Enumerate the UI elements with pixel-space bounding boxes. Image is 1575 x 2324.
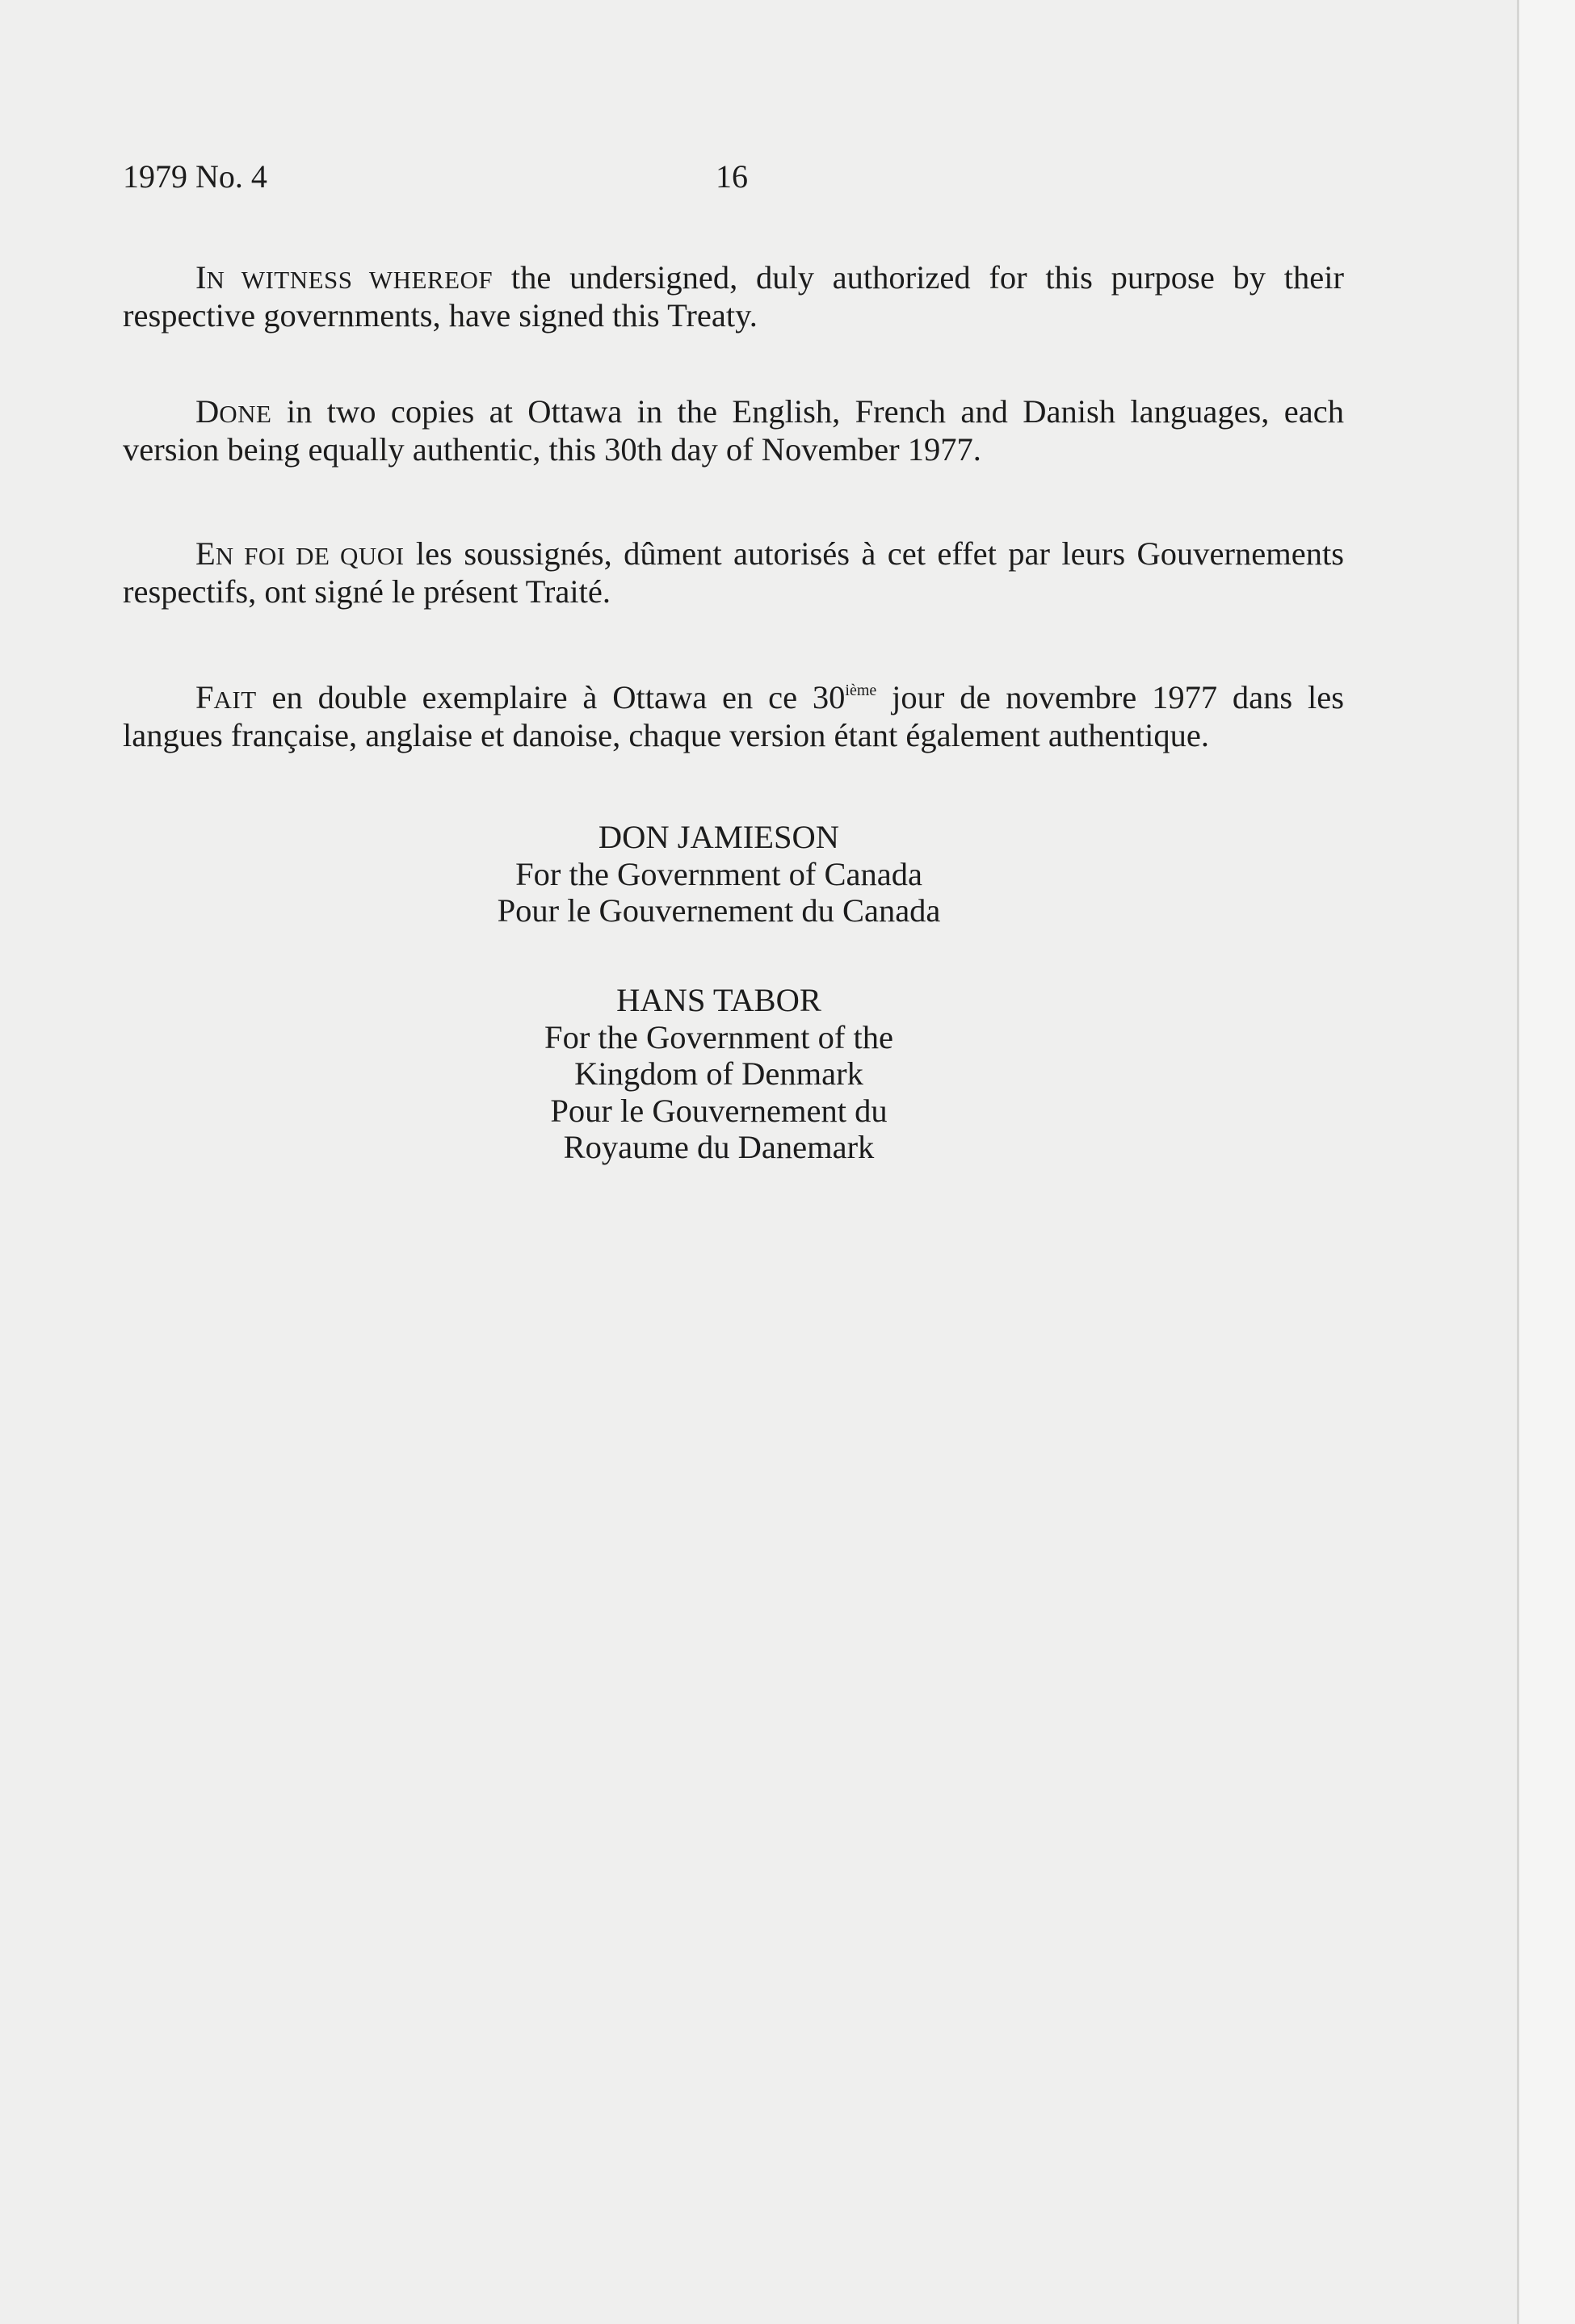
lead-small-caps: ONE <box>219 400 272 428</box>
paragraph-body <box>123 260 1344 333</box>
paragraph-text: les soussignés, dûment autorisés à cet effet par leurs Gouvernements respectifs, ont signé le présent Traité. <box>123 535 1344 610</box>
lead-small-caps: N <box>206 266 225 294</box>
lead-initial: E <box>195 535 216 572</box>
signatory-line: Pour le Gouvernement du Canada <box>497 892 941 929</box>
lead-initial: I <box>195 259 207 296</box>
ordinal-suffix: ième <box>845 682 877 699</box>
signatory-line: For the Government of the <box>544 1018 893 1055</box>
signatory-line: Pour le Gouvernement du <box>550 1092 888 1129</box>
signatory-line: Royaume du Danemark <box>563 1129 875 1165</box>
page-number: 16 <box>716 158 748 195</box>
facing-page-margin <box>1519 0 1575 2324</box>
paragraph-text: the undersigned, duly authorized for this purpose by their respective governments, have signed this Treaty. <box>123 259 1344 333</box>
signature-block-denmark <box>355 982 1082 1166</box>
lead-initial: D <box>195 393 220 430</box>
lead-small-caps: N FOI DE QUOI <box>215 542 405 570</box>
signatory-line: For the Government of Canada <box>515 855 922 892</box>
running-header: 1979 No. 4 <box>123 158 267 195</box>
paragraph-body <box>123 394 1344 468</box>
paragraph-body <box>123 536 1344 610</box>
signatory-name: HANS TABOR <box>616 982 821 1018</box>
paragraph-text: jour de novembre 1977 dans les langues française, anglaise et danoise, chaque version étant également authentique. <box>123 679 1344 753</box>
paragraph-in-witness <box>123 260 1344 333</box>
paragraph-en-foi-de-quoi <box>123 536 1344 610</box>
paragraph-done <box>123 394 1344 468</box>
lead-small-caps: AIT <box>213 686 257 714</box>
lead-initial: F <box>195 679 214 715</box>
signatory-name: DON JAMIESON <box>598 819 840 855</box>
paragraph-text: in two copies at Ottawa in the English, French and Danish languages, each version being equally authentic, this 30th day of November 1977. <box>123 393 1344 468</box>
lead-small-caps: WITNESS WHEREOF <box>225 266 494 294</box>
signatory-line: Kingdom of Denmark <box>574 1055 863 1092</box>
paragraph-body <box>123 680 1344 753</box>
paragraph-text: en double exemplaire à Ottawa en ce 30 <box>256 679 846 715</box>
paragraph-fait <box>123 680 1344 753</box>
signature-block-canada <box>355 819 1082 929</box>
